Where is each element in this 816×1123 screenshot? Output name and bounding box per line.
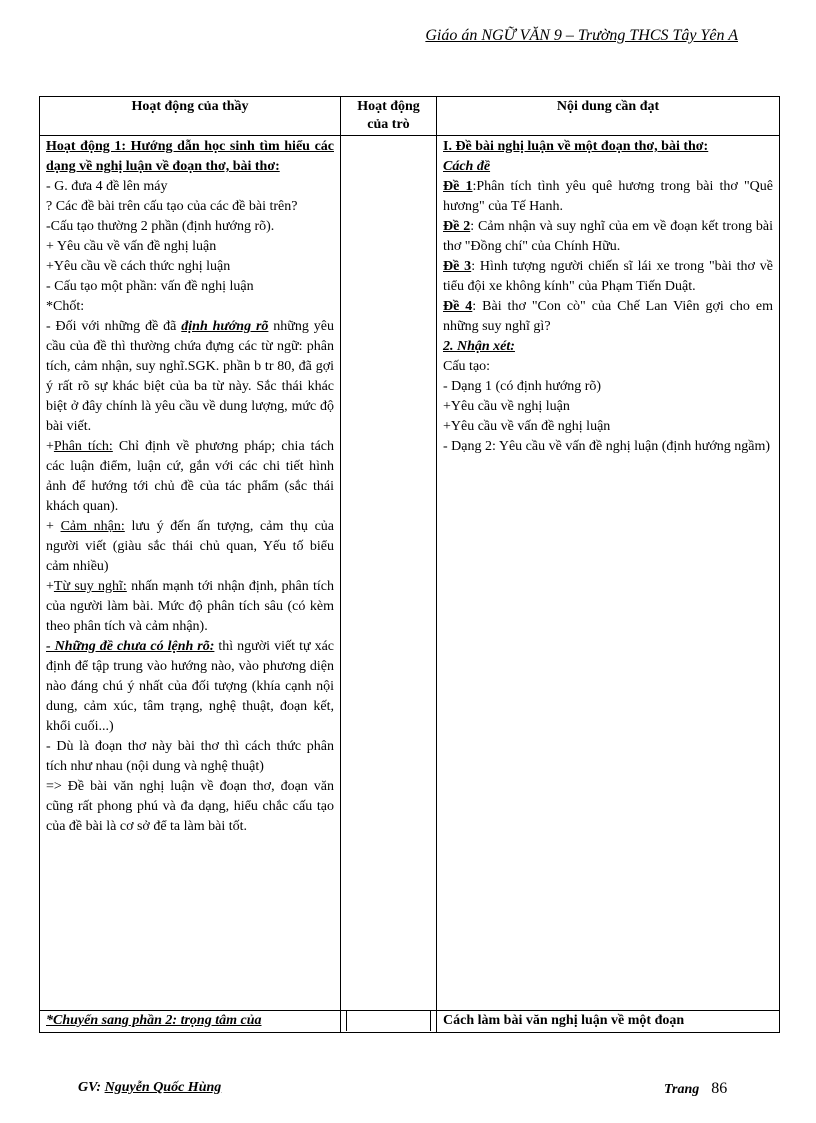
- text-span: - Đối với những đề đã: [46, 319, 182, 334]
- term-cam-nhan: Cảm nhận:: [60, 519, 125, 534]
- text-span: Chỉ định về phương pháp; chia tách các luận điểm, luận cứ, gắn với các chi tiết hình ảnh để hướng tới chủ đề của tác phẩm (sắc thái khách quan).: [46, 439, 334, 514]
- de-text: :Phân tích tình yêu quê hương trong bài thơ "Quê hương" của Tế Hanh.: [443, 179, 773, 214]
- content-line: - Dạng 2: Yêu cầu về vấn đề nghị luận (định hướng ngầm): [443, 439, 771, 454]
- paragraph-phan-tich: [46, 437, 334, 517]
- student-cell: [341, 136, 437, 1011]
- paragraph-chua-lenh: [46, 637, 334, 737]
- page-header: Giáo án NGỮ VĂN 9 – Trường THCS Tây Yên A: [425, 27, 738, 44]
- transition-note: *Chuyển sang phần 2: trọng tâm của: [40, 1011, 341, 1033]
- table-header-row: [40, 97, 780, 136]
- subheading-cach-de: Cách đề: [443, 159, 491, 174]
- teacher-line: + Yêu cầu về vấn đề nghị luận: [46, 239, 217, 254]
- de-item: [443, 297, 773, 337]
- text-span: lưu ý đến ấn tượng, cảm thụ của người viết (giàu sắc thái chủ quan, Yếu tố biểu cảm nhiều): [46, 519, 335, 574]
- student-cell-bottom: [341, 1011, 437, 1033]
- content-cell: [437, 136, 780, 1011]
- paragraph-dinh-huong: [46, 317, 334, 437]
- paragraph-suy-nghi: [46, 577, 334, 637]
- paragraph-ket-luan: => Đề bài văn nghị luận về đoạn thơ, đoạn văn cũng rất phong phú và đa dạng, hiểu chắc cấu tạo của đề bài là cơ sở để ta làm bài tốt.: [46, 779, 334, 834]
- page-number: 86: [711, 1080, 728, 1097]
- activity-heading: Hoạt động 1: Hướng dẫn học sinh tìm hiểu các dạng về nghị luận về đoạn thơ, bài thơ:: [46, 139, 334, 174]
- de-text: : Bài thơ "Con cò" của Chế Lan Viên gợi cho em những suy nghĩ gì?: [443, 299, 773, 334]
- emphasis-dinh-huong: định hướng rõ: [181, 319, 269, 334]
- table-bottom-row: [40, 1011, 780, 1033]
- content-line: +Yêu cầu về vấn đề nghị luận: [443, 419, 611, 434]
- paragraph-cam-nhan: [46, 517, 334, 577]
- paragraph-doan-tho: - Dù là đoạn thơ này bài thơ thì cách thức phân tích như nhau (nội dung và nghệ thuật): [46, 739, 334, 774]
- footer-page: [664, 1080, 727, 1098]
- teacher-line: - Cấu tạo một phần: vấn đề nghị luận: [46, 279, 254, 294]
- de-item: [443, 217, 773, 257]
- de-label: Đề 2: [443, 219, 471, 234]
- term-phan-tich: Phân tích:: [53, 439, 113, 454]
- header-teacher: Hoạt động của thầy: [40, 97, 341, 136]
- de-label: Đề 4: [443, 299, 473, 314]
- teacher-cell: [40, 136, 341, 1011]
- table-body-row: [40, 136, 780, 1011]
- teacher-line: +Yêu cầu về cách thức nghị luận: [46, 259, 231, 274]
- text-span: +: [46, 579, 54, 594]
- teacher-line: *Chốt:: [46, 299, 85, 314]
- de-text: : Cảm nhận và suy nghĩ của em về đoạn kết trong bài thơ "Đồng chí" của Chính Hữu.: [443, 219, 773, 254]
- section-heading: I. Đề bài nghị luận về một đoạn thơ, bài thơ:: [443, 139, 709, 154]
- emphasis-chua-lenh: - Những đề chưa có lệnh rõ:: [46, 639, 215, 654]
- de-item: [443, 257, 773, 297]
- text-span: +: [46, 519, 61, 534]
- de-text: : Hình tượng người chiến sĩ lái xe trong "bài thơ về tiểu đội xe không kính" của Phạm Tiến Duật.: [443, 259, 774, 294]
- content-line: - Dạng 1 (có định hướng rõ): [443, 379, 602, 394]
- lesson-table: [39, 96, 780, 1033]
- page-label: Trang: [664, 1082, 700, 1097]
- teacher-line: - G. đưa 4 đề lên máy: [46, 179, 168, 194]
- teacher-line: ? Các đề bài trên cấu tạo của các đề bài trên?: [46, 199, 298, 214]
- header-student: Hoạt động của trò: [341, 97, 437, 136]
- text-span: +: [46, 439, 54, 454]
- subheading-nhan-xet: 2. Nhận xét:: [443, 339, 515, 354]
- de-item: [443, 177, 773, 217]
- header-content: Nội dung cần đạt: [437, 97, 780, 136]
- de-label: Đề 3: [443, 259, 472, 274]
- teacher-name: Nguyễn Quốc Hùng: [104, 1080, 222, 1095]
- term-suy-nghi: Từ suy nghĩ:: [53, 579, 127, 594]
- content-line: +Yêu cầu về nghị luận: [443, 399, 570, 414]
- next-section-heading: Cách làm bài văn nghị luận về một đoạn: [437, 1011, 780, 1033]
- de-label: Đề 1: [443, 179, 473, 194]
- text-span: nhấn mạnh tới nhận định, phân tích của người làm bài. Mức độ phân tích sâu (có kèm theo phân tích và cảm nhận).: [46, 579, 334, 634]
- teacher-label: GV:: [78, 1080, 105, 1095]
- text-span: những yêu cầu của đề thì thường chứa đựng các từ ngữ: phân tích, cảm nhận, suy nghĩ.SGK. phần b tr 80, đã gợi ý rất rõ sự khác biệt của ba từ này. Sắc thái khác biệt ở đây chính là yêu cầu về dung lượng, mức độ bài viết.: [46, 319, 334, 434]
- student-inner-box: [346, 1011, 431, 1031]
- teacher-line: -Cấu tạo thường 2 phần (định hướng rõ).: [46, 219, 275, 234]
- footer-teacher: [78, 1080, 221, 1096]
- content-line: Cấu tạo:: [443, 359, 491, 374]
- text-span: thì người viết tự xác định để tập trung vào hướng nào, vào phương diện nào đáng chú ý nhất của đối tượng (khía cạnh nội dung, cảm xúc, tâm trạng, nghệ thuật, đoạn kết, khổi cuối...): [46, 639, 334, 734]
